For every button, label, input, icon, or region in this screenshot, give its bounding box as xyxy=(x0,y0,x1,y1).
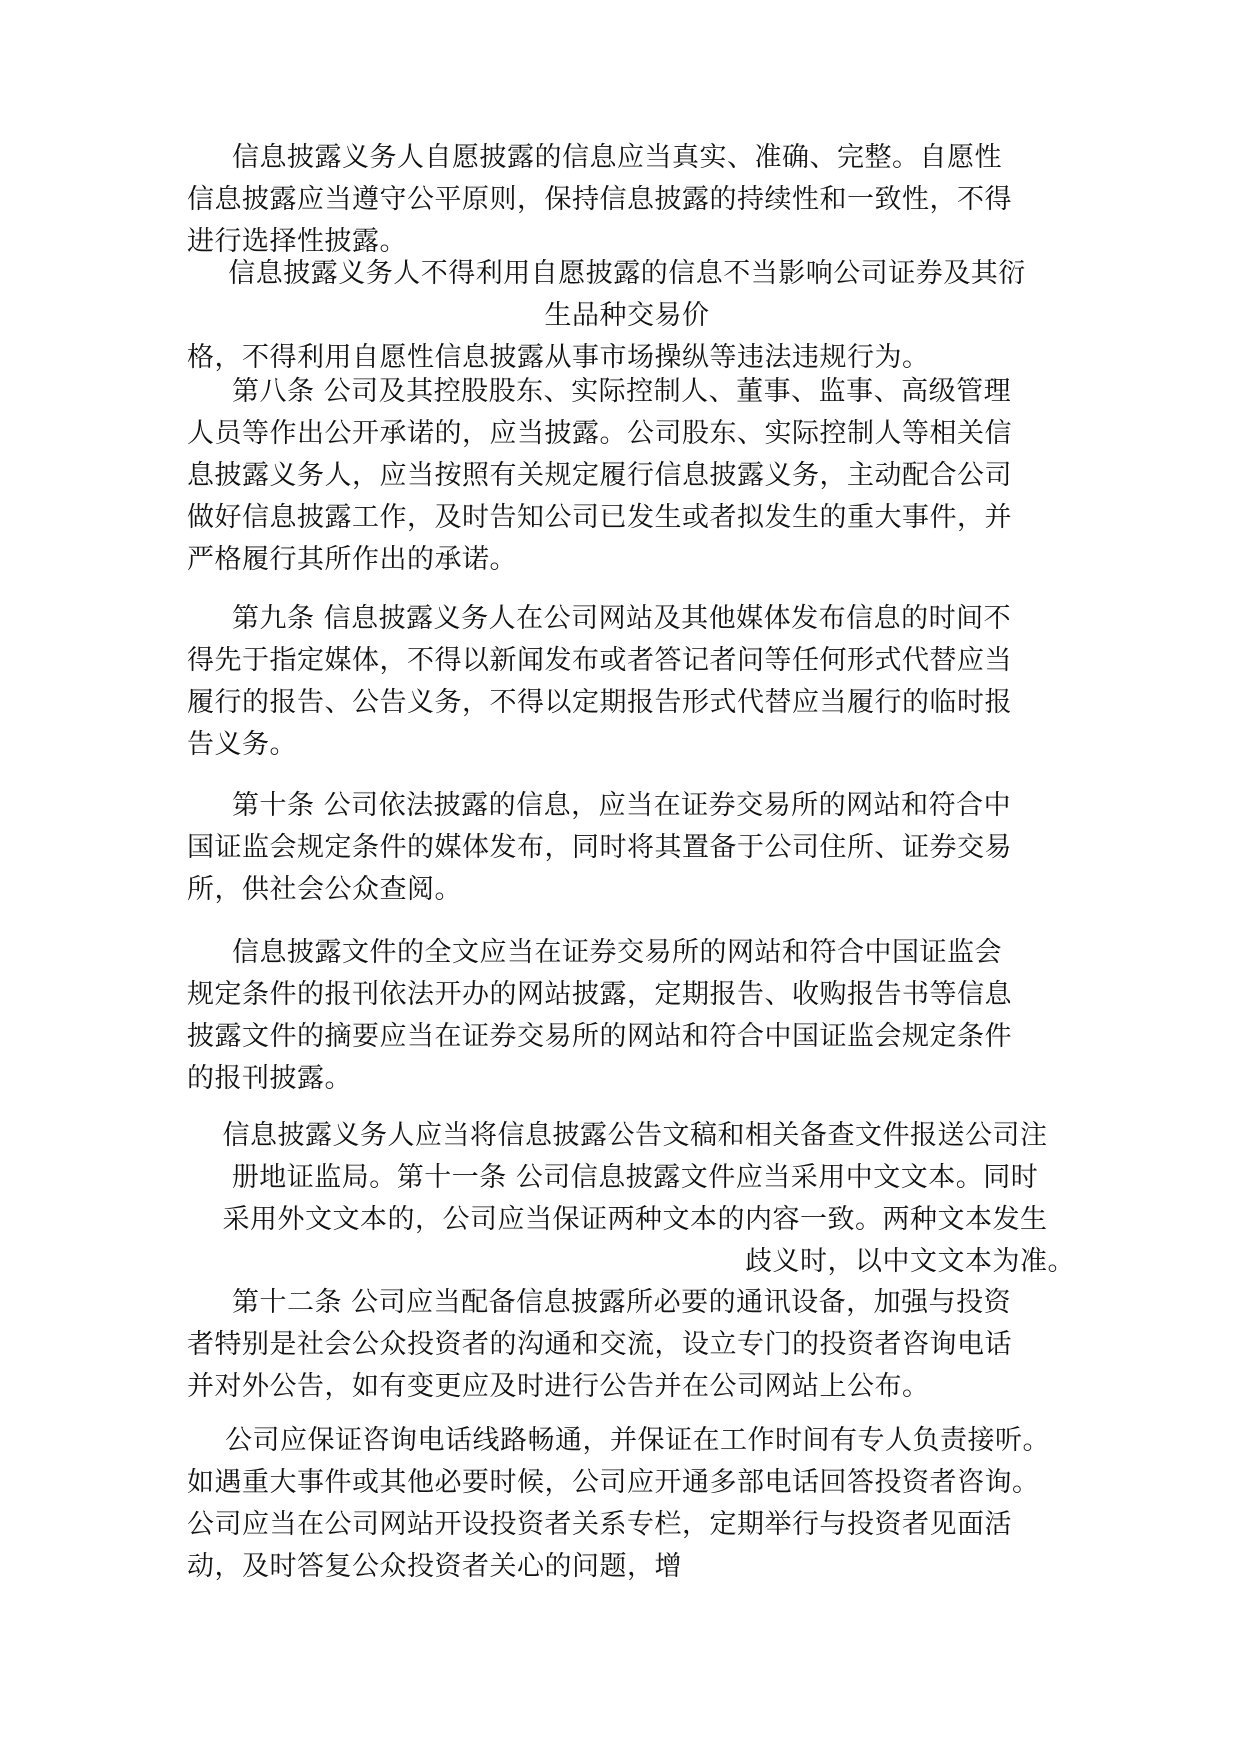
text-line: 做好信息披露工作，及时告知公司已发生或者拟发生的重大事件，并 xyxy=(187,502,1012,533)
text-line: 息披露义务人，应当按照有关规定履行信息披露义务，主动配合公司 xyxy=(187,460,1012,491)
text-line: 第九条 信息披露义务人在公司网站及其他媒体发布信息的时间不 xyxy=(232,603,1012,634)
text-line: 的报刊披露。 xyxy=(187,1063,352,1094)
text-line: 所，供社会公众查阅。 xyxy=(187,874,462,905)
text-line: 格，不得利用自愿性信息披露从事市场操纵等违法违规行为。 xyxy=(187,342,930,373)
text-line: 第十二条 公司应当配备信息披露所必要的通讯设备，加强与投资 xyxy=(232,1287,1012,1318)
paragraph-hotline xyxy=(187,1420,1087,1588)
text-line: 严格履行其所作出的承诺。 xyxy=(187,544,517,575)
text-line: 公司应保证咨询电话线路畅通，并保证在工作时间有专人负责接听。 xyxy=(225,1425,1050,1456)
text-line: 采用外文文本的，公司应当保证两种文本的内容一致。两种文本发生 xyxy=(222,1204,1048,1235)
text-line: 告义务。 xyxy=(187,729,297,760)
text-line: 进行选择性披露。 xyxy=(187,226,407,257)
text-line: 信息披露文件的全文应当在证券交易所的网站和符合中国证监会 xyxy=(232,937,1002,968)
text-line: 歧义时，以中文文本为准。 xyxy=(745,1246,1075,1277)
text-line: 第十条 公司依法披露的信息，应当在证券交易所的网站和符合中 xyxy=(232,790,1012,821)
paragraph-voluntary-disclosure xyxy=(187,137,1067,263)
text-line: 并对外公告，如有变更应及时进行公告并在公司网站上公布。 xyxy=(187,1371,930,1402)
text-line: 第八条 公司及其控股股东、实际控制人、董事、监事、高级管理 xyxy=(232,376,1012,407)
text-line: 者特别是社会公众投资者的沟通和交流，设立专门的投资者咨询电话 xyxy=(187,1329,1012,1360)
article-11 xyxy=(195,1115,1075,1283)
text-line: 信息披露义务人不得利用自愿披露的信息不当影响公司证券及其衍 xyxy=(228,258,1026,289)
article-9 xyxy=(187,598,1067,766)
article-12 xyxy=(187,1282,1067,1408)
text-line: 国证监会规定条件的媒体发布，同时将其置备于公司住所、证券交易 xyxy=(187,832,1012,863)
text-line: 信息披露义务人自愿披露的信息应当真实、准确、完整。自愿性 xyxy=(232,142,1002,173)
paragraph-no-improper-influence xyxy=(187,253,1067,379)
text-line: 规定条件的报刊依法开办的网站披露，定期报告、收购报告书等信息 xyxy=(187,979,1012,1010)
text-line: 如遇重大事件或其他必要时候，公司应开通多部电话回答投资者咨询。 xyxy=(187,1467,1040,1498)
text-line: 生品种交易价 xyxy=(544,300,710,331)
text-line: 披露文件的摘要应当在证券交易所的网站和符合中国证监会规定条件 xyxy=(187,1021,1012,1052)
text-line: 公司应当在公司网站开设投资者关系专栏，定期举行与投资者见面活 xyxy=(187,1509,1012,1540)
text-line: 履行的报告、公告义务，不得以定期报告形式代替应当履行的临时报 xyxy=(187,687,1012,718)
text-line: 人员等作出公开承诺的，应当披露。公司股东、实际控制人等相关信 xyxy=(187,418,1012,449)
text-line: 信息披露义务人应当将信息披露公告文稿和相关备查文件报送公司注 xyxy=(222,1120,1048,1151)
text-line: 册地证监局。第十一条 公司信息披露文件应当采用中文文本。同时 xyxy=(231,1162,1039,1193)
text-line: 信息披露应当遵守公平原则，保持信息披露的持续性和一致性，不得 xyxy=(187,184,1012,215)
paragraph-full-text-disclosure xyxy=(187,932,1067,1100)
article-10 xyxy=(187,785,1067,911)
text-line: 得先于指定媒体，不得以新闻发布或者答记者问等任何形式代替应当 xyxy=(187,645,1012,676)
text-line: 动，及时答复公众投资者关心的问题，增 xyxy=(187,1551,682,1582)
article-8 xyxy=(187,371,1067,581)
